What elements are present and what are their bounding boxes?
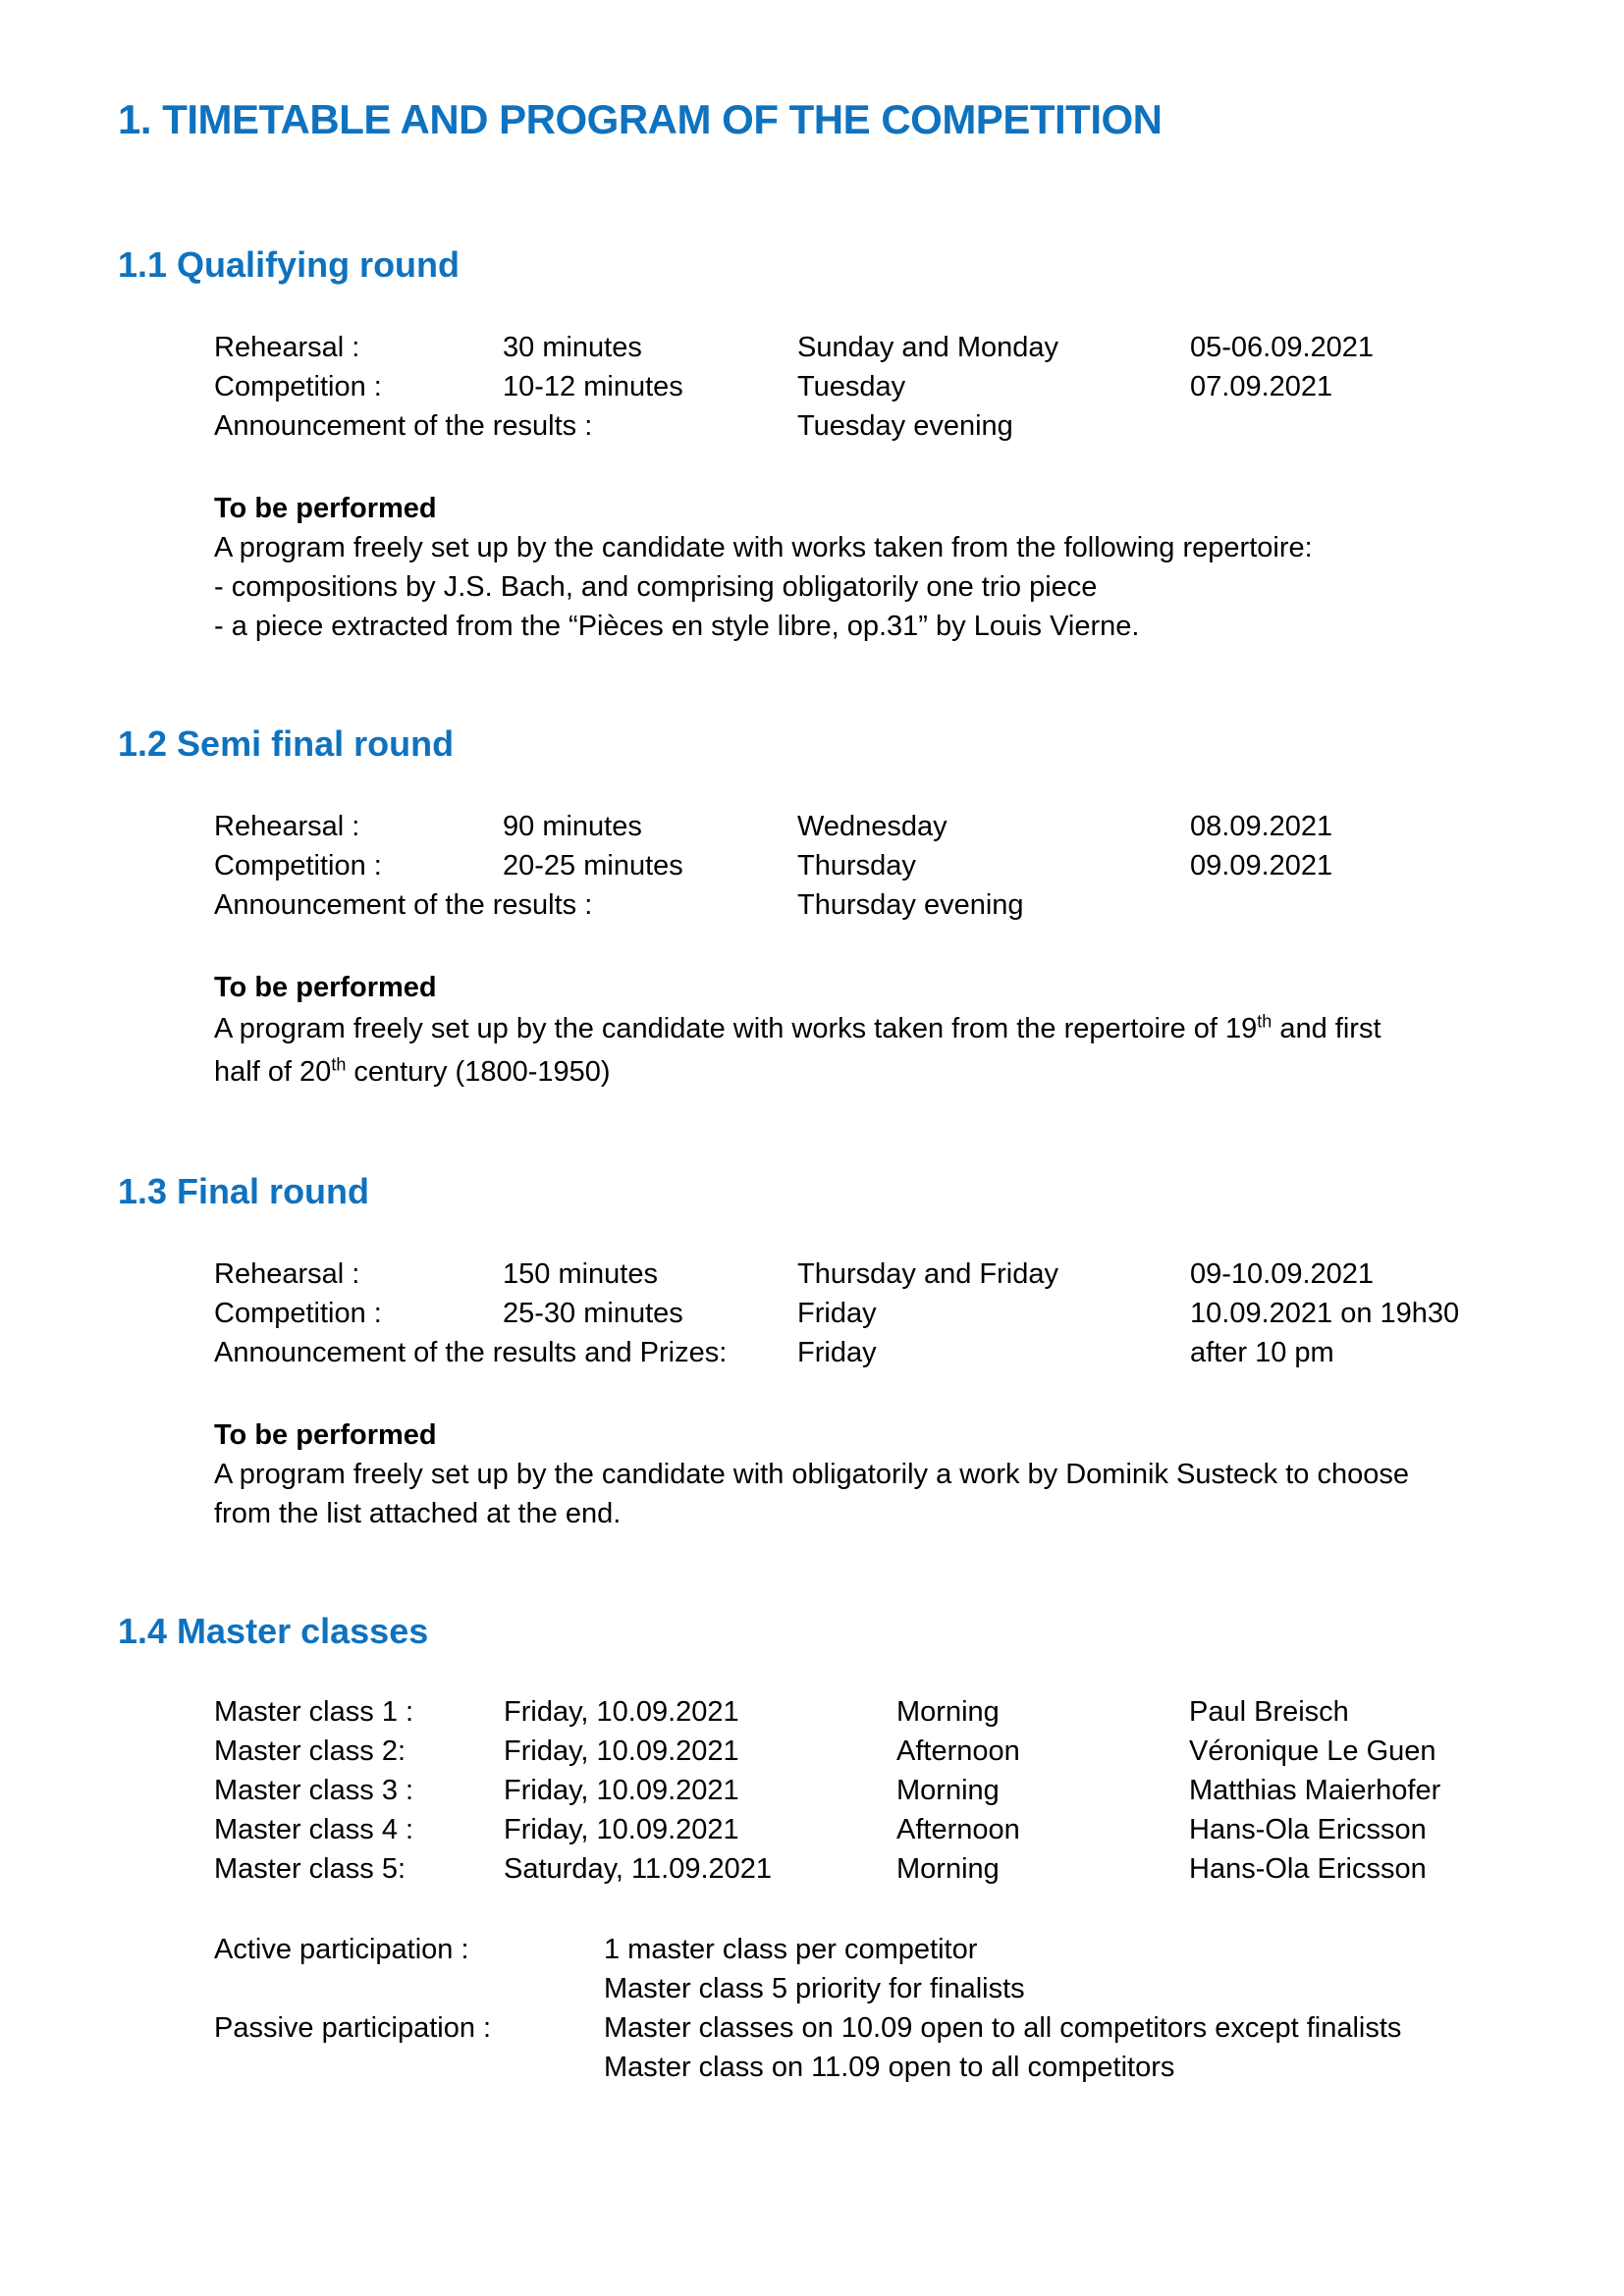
master-class-teacher: Matthias Maierhofer [1189,1775,1441,1806]
participation-row [214,2048,1585,2087]
schedule-label: Rehearsal : [214,811,360,842]
schedule-day: Thursday [797,850,916,881]
schedule-row [214,1294,1585,1333]
participation-value: Master class 5 priority for finalists [604,1973,1025,2004]
schedule-duration: 30 minutes [503,332,642,363]
master-class-date: Friday, 10.09.2021 [504,1735,739,1767]
schedule-duration: 90 minutes [503,811,642,842]
master-class-time: Morning [896,1775,1000,1806]
master-class-row [214,1692,1585,1732]
schedule-row [214,1333,1585,1372]
participation-table [214,1930,1585,2087]
qualifying-schedule-table [214,328,1585,446]
master-class-date: Friday, 10.09.2021 [504,1814,739,1845]
schedule-label: Rehearsal : [214,1258,360,1290]
schedule-row [214,406,1585,446]
schedule-row [214,367,1585,406]
section-heading-semi-final-round: 1.2 Semi final round [118,723,455,764]
schedule-day: Thursday and Friday [797,1258,1058,1290]
master-class-date: Friday, 10.09.2021 [504,1696,739,1728]
schedule-day: Tuesday [797,371,906,402]
master-class-time: Afternoon [896,1735,1020,1767]
master-class-date: Friday, 10.09.2021 [504,1775,739,1806]
participation-row [214,1930,1585,1969]
schedule-day: Friday [797,1337,877,1368]
final-schedule-table [214,1255,1585,1372]
section-heading-final-round: 1.3 Final round [118,1171,370,1211]
to-be-performed-heading: To be performed [214,1419,437,1451]
master-class-teacher: Hans-Ola Ericsson [1189,1814,1427,1845]
schedule-label: Announcement of the results : [214,410,593,442]
paragraph-line: - a piece extracted from the “Pièces en style libre, op.31” by Louis Vierne. [214,611,1140,642]
section-heading-qualifying-round: 1.1 Qualifying round [118,244,460,285]
schedule-duration: 10-12 minutes [503,371,683,402]
participation-value: 1 master class per competitor [604,1934,978,1965]
master-class-teacher: Hans-Ola Ericsson [1189,1853,1427,1885]
schedule-label: Competition : [214,371,382,402]
schedule-label: Rehearsal : [214,332,360,363]
schedule-date: 05-06.09.2021 [1190,332,1375,363]
paragraph-line: A program freely set up by the candidate with obligatorily a work by Dominik Susteck to choose [214,1459,1409,1490]
master-class-label: Master class 5: [214,1853,406,1885]
semi-final-schedule-table [214,807,1585,925]
schedule-duration: 25-30 minutes [503,1298,683,1329]
participation-label [214,2048,604,2087]
text-run: and first [1272,1013,1381,1044]
master-class-label: Master class 1 : [214,1696,414,1728]
schedule-duration: 150 minutes [503,1258,658,1290]
schedule-label: Announcement of the results and Prizes: [214,1337,728,1368]
schedule-duration: 20-25 minutes [503,850,683,881]
participation-value: Master classes on 10.09 open to all competitors except finalists [604,2012,1402,2044]
text-run: A program freely set up by the candidate with works taken from the repertoire of 19 [214,1013,1258,1044]
master-classes-table [214,1692,1585,1889]
schedule-day: Sunday and Monday [797,332,1059,363]
schedule-date: after 10 pm [1190,1337,1334,1368]
page-title: 1. TIMETABLE AND PROGRAM OF THE COMPETITION [118,96,1163,142]
superscript-th: th [1257,1011,1272,1032]
master-class-time: Morning [896,1696,1000,1728]
paragraph-line [214,1050,1585,1094]
schedule-date: 10.09.2021 on 19h30 [1190,1298,1460,1329]
schedule-date: 07.09.2021 [1190,371,1333,402]
master-class-row [214,1732,1585,1771]
participation-label [214,1969,604,2008]
schedule-date: 08.09.2021 [1190,811,1333,842]
schedule-row [214,846,1585,885]
participation-label: Passive participation : [214,2012,492,2044]
schedule-day: Friday [797,1298,877,1329]
schedule-date [1190,885,1585,925]
master-class-label: Master class 3 : [214,1775,414,1806]
master-class-row [214,1771,1585,1810]
schedule-row [214,1255,1585,1294]
paragraph-line [214,1007,1585,1050]
participation-row [214,2008,1585,2048]
section-heading-master-classes: 1.4 Master classes [118,1611,429,1651]
master-class-time: Afternoon [896,1814,1020,1845]
paragraph-line: from the list attached at the end. [214,1498,622,1529]
master-class-teacher: Paul Breisch [1189,1696,1349,1728]
text-run: half of 20 [214,1056,332,1088]
schedule-day: Tuesday evening [797,410,1013,442]
master-class-time: Morning [896,1853,1000,1885]
master-class-row [214,1810,1585,1849]
participation-value: Master class on 11.09 open to all competitors [604,2052,1175,2083]
schedule-label: Competition : [214,1298,382,1329]
paragraph-line: - compositions by J.S. Bach, and comprising obligatorily one trio piece [214,571,1098,603]
to-be-performed-heading: To be performed [214,972,437,1003]
schedule-row [214,328,1585,367]
schedule-label: Announcement of the results : [214,889,593,921]
master-class-teacher: Véronique Le Guen [1189,1735,1436,1767]
master-class-label: Master class 2: [214,1735,406,1767]
schedule-date [1190,406,1585,446]
schedule-day: Thursday evening [797,889,1024,921]
master-class-row [214,1849,1585,1889]
master-class-label: Master class 4 : [214,1814,414,1845]
schedule-date: 09-10.09.2021 [1190,1258,1375,1290]
schedule-label: Competition : [214,850,382,881]
schedule-row [214,885,1585,925]
participation-row [214,1969,1585,2008]
participation-label: Active participation : [214,1934,469,1965]
schedule-day: Wednesday [797,811,947,842]
superscript-th: th [331,1054,347,1075]
paragraph-line: A program freely set up by the candidate with works taken from the following repertoire: [214,532,1313,563]
schedule-date: 09.09.2021 [1190,850,1333,881]
to-be-performed-heading: To be performed [214,493,437,524]
schedule-row [214,807,1585,846]
text-run: century (1800-1950) [346,1056,611,1088]
master-class-date: Saturday, 11.09.2021 [504,1853,773,1885]
